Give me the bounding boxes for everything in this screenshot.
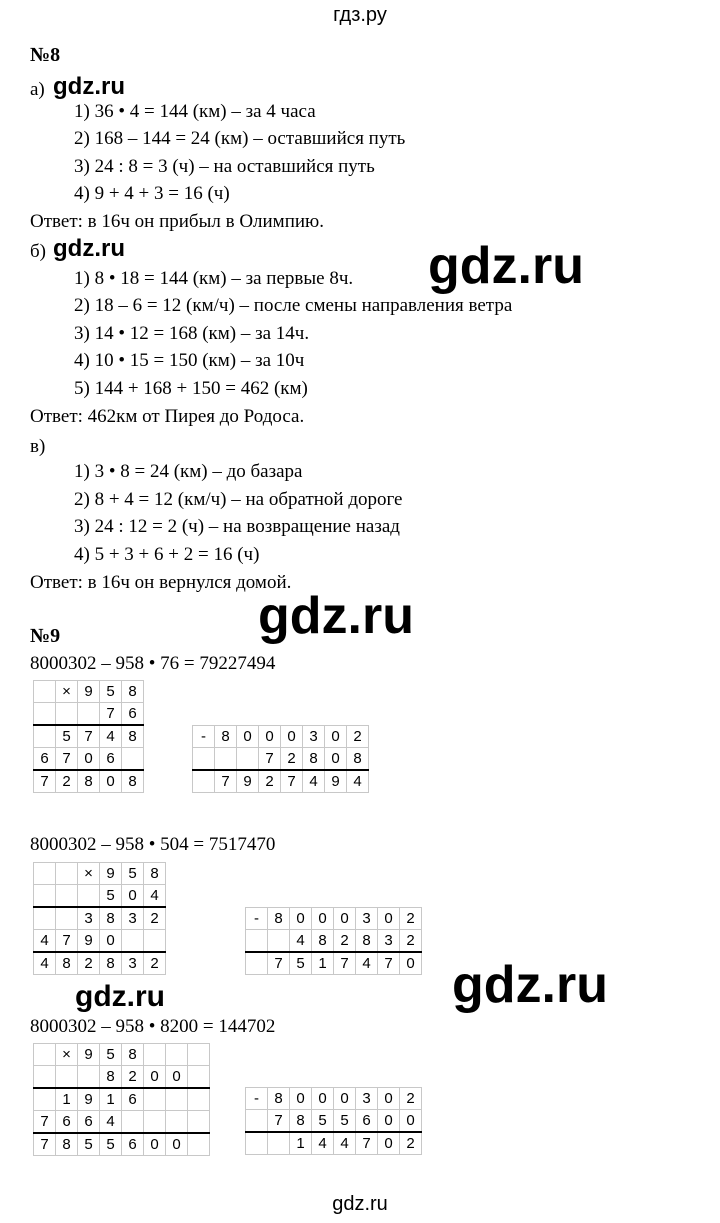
grid-cell: 4 <box>312 1132 334 1155</box>
part-a-label: а) <box>30 79 45 100</box>
grid-cell <box>237 748 259 771</box>
grid-cell <box>122 1111 144 1134</box>
grid-cell: 4 <box>303 770 325 793</box>
grid-cell: 2 <box>122 1066 144 1089</box>
multiplication-table-1 <box>33 680 144 793</box>
grid-cell: 8 <box>122 1044 144 1066</box>
grid-cell: 0 <box>290 1088 312 1110</box>
grid-cell: 2 <box>56 770 78 793</box>
grid-cell <box>166 1088 188 1111</box>
grid-cell: 8 <box>303 748 325 771</box>
grid-cell <box>34 863 56 885</box>
grid-cell: 0 <box>325 748 347 771</box>
grid-cell <box>188 1044 210 1066</box>
solution-line: 2) 18 – 6 = 12 (км/ч) – после смены направления ветра <box>74 295 513 316</box>
grid-cell: 4 <box>334 1132 356 1155</box>
task-8-title: №8 <box>30 44 61 66</box>
grid-cell: - <box>246 908 268 930</box>
subtraction-table-1 <box>192 725 369 793</box>
grid-cell: 8 <box>122 770 144 793</box>
grid-cell: 0 <box>334 908 356 930</box>
grid-cell: 0 <box>100 770 122 793</box>
grid-cell: 5 <box>312 1110 334 1133</box>
grid-cell: 2 <box>400 930 422 953</box>
grid-cell: 7 <box>356 1132 378 1155</box>
grid-cell: 3 <box>78 907 100 930</box>
grid-cell: 2 <box>144 952 166 975</box>
grid-cell: 0 <box>122 885 144 908</box>
grid-cell: 0 <box>166 1066 188 1089</box>
grid-cell <box>188 1088 210 1111</box>
solution-line: 4) 5 + 3 + 6 + 2 = 16 (ч) <box>74 544 260 565</box>
grid-cell: × <box>56 681 78 703</box>
grid-cell <box>56 907 78 930</box>
answer-line: Ответ: в 16ч он прибыл в Олимпию. <box>30 211 324 232</box>
solution-line: 3) 24 : 8 = 3 (ч) – на оставшийся путь <box>74 156 375 177</box>
grid-cell <box>188 1111 210 1134</box>
solution-line: 3) 14 • 12 = 168 (км) – за 14ч. <box>74 323 310 344</box>
grid-cell: 3 <box>378 930 400 953</box>
grid-cell: 8 <box>122 725 144 748</box>
grid-cell <box>188 1133 210 1156</box>
grid-cell <box>78 885 100 908</box>
solution-line: 4) 9 + 4 + 3 = 16 (ч) <box>74 183 230 204</box>
grid-cell: 7 <box>281 770 303 793</box>
grid-cell: 3 <box>356 1088 378 1110</box>
watermark: gdz.ru <box>75 980 165 1013</box>
grid-cell: 4 <box>356 952 378 975</box>
site-footer: gdz.ru <box>332 1193 388 1215</box>
solution-line: 5) 144 + 168 + 150 = 462 (км) <box>74 378 308 399</box>
subtraction-table-2 <box>245 907 422 975</box>
grid-cell: 8 <box>56 1133 78 1156</box>
grid-cell: 5 <box>100 681 122 703</box>
grid-cell: 8 <box>290 1110 312 1133</box>
grid-cell: 6 <box>122 1133 144 1156</box>
grid-cell: 8 <box>347 748 369 771</box>
grid-cell: 6 <box>56 1111 78 1134</box>
grid-cell: 4 <box>144 885 166 908</box>
grid-cell <box>166 1111 188 1134</box>
grid-cell: 2 <box>400 1132 422 1155</box>
solution-line: 1) 3 • 8 = 24 (км) – до базара <box>74 461 303 482</box>
grid-cell <box>122 748 144 771</box>
grid-cell: 5 <box>334 1110 356 1133</box>
grid-cell: 6 <box>100 748 122 771</box>
grid-cell: 8 <box>100 1066 122 1089</box>
grid-cell: 0 <box>325 726 347 748</box>
watermark: gdz.ru <box>53 73 125 100</box>
grid-cell: 9 <box>78 1044 100 1066</box>
grid-cell <box>144 1111 166 1134</box>
grid-cell <box>193 748 215 771</box>
grid-cell <box>34 1088 56 1111</box>
grid-cell: - <box>246 1088 268 1110</box>
grid-cell <box>122 930 144 953</box>
answer-line: Ответ: в 16ч он вернулся домой. <box>30 572 292 593</box>
grid-cell: 3 <box>122 952 144 975</box>
grid-cell: × <box>56 1044 78 1066</box>
grid-cell: 1 <box>312 952 334 975</box>
grid-cell: 9 <box>78 930 100 953</box>
grid-cell <box>56 1066 78 1089</box>
grid-cell: 7 <box>268 1110 290 1133</box>
grid-cell <box>215 748 237 771</box>
grid-cell: 4 <box>347 770 369 793</box>
grid-cell <box>56 703 78 726</box>
grid-cell: 0 <box>378 1088 400 1110</box>
solution-line: 1) 8 • 18 = 144 (км) – за первые 8ч. <box>74 268 354 289</box>
multiplication-table-3 <box>33 1043 210 1156</box>
subtraction-table-3 <box>245 1087 422 1155</box>
grid-cell: 9 <box>100 863 122 885</box>
grid-cell: 0 <box>378 1132 400 1155</box>
grid-cell: 7 <box>378 952 400 975</box>
answer-line: Ответ: 462км от Пирея до Родоса. <box>30 406 305 427</box>
grid-cell: 0 <box>312 1088 334 1110</box>
grid-cell: 0 <box>312 908 334 930</box>
grid-cell <box>144 930 166 953</box>
grid-cell: 6 <box>34 748 56 771</box>
grid-cell <box>268 1132 290 1155</box>
grid-cell: 8 <box>122 681 144 703</box>
grid-cell <box>78 1066 100 1089</box>
grid-cell: 7 <box>56 930 78 953</box>
grid-cell: 2 <box>347 726 369 748</box>
multiplication-table-2 <box>33 862 166 975</box>
grid-cell: 4 <box>290 930 312 953</box>
grid-cell: 0 <box>100 930 122 953</box>
grid-cell: 8 <box>100 907 122 930</box>
grid-cell: 0 <box>290 908 312 930</box>
part-c-label: в) <box>30 436 46 457</box>
solution-line: 2) 8 + 4 = 12 (км/ч) – на обратной дороге <box>74 489 403 510</box>
grid-cell: 9 <box>237 770 259 793</box>
solution-line: 3) 24 : 12 = 2 (ч) – на возвращение назад <box>74 516 400 537</box>
grid-cell: 0 <box>400 1110 422 1133</box>
watermark: gdz.ru <box>452 956 608 1014</box>
site-header: гдз.ру <box>333 4 387 26</box>
grid-cell: 0 <box>400 952 422 975</box>
grid-cell: 9 <box>78 1088 100 1111</box>
equation-2: 8000302 – 958 • 504 = 7517470 <box>30 834 276 855</box>
grid-cell: 1 <box>100 1088 122 1111</box>
grid-cell: 6 <box>122 1088 144 1111</box>
grid-cell: 2 <box>281 748 303 771</box>
grid-cell: 7 <box>34 1133 56 1156</box>
grid-cell: 2 <box>78 952 100 975</box>
grid-cell <box>246 952 268 975</box>
grid-cell <box>34 885 56 908</box>
watermark: gdz.ru <box>53 235 125 262</box>
grid-cell: 0 <box>334 1088 356 1110</box>
grid-cell: 0 <box>378 908 400 930</box>
grid-cell <box>268 930 290 953</box>
grid-cell: 9 <box>78 681 100 703</box>
grid-cell <box>34 1066 56 1089</box>
solution-line: 1) 36 • 4 = 144 (км) – за 4 часа <box>74 101 316 122</box>
grid-cell: 7 <box>34 1111 56 1134</box>
solution-line: 2) 168 – 144 = 24 (км) – оставшийся путь <box>74 128 406 149</box>
part-b-label: б) <box>30 241 46 262</box>
grid-cell: 8 <box>268 1088 290 1110</box>
grid-cell: 0 <box>259 726 281 748</box>
grid-cell: 8 <box>100 952 122 975</box>
grid-cell <box>193 770 215 793</box>
grid-cell <box>34 907 56 930</box>
grid-cell: 8 <box>268 908 290 930</box>
grid-cell: 6 <box>122 703 144 726</box>
grid-cell: 4 <box>100 1111 122 1134</box>
grid-cell <box>34 725 56 748</box>
grid-cell: 7 <box>78 725 100 748</box>
grid-cell <box>144 1044 166 1066</box>
grid-cell: 5 <box>100 1133 122 1156</box>
grid-cell: 8 <box>56 952 78 975</box>
solution-line: 4) 10 • 15 = 150 (км) – за 10ч <box>74 350 305 371</box>
grid-cell: 8 <box>78 770 100 793</box>
grid-cell: 6 <box>78 1111 100 1134</box>
grid-cell: 8 <box>312 930 334 953</box>
grid-cell: 7 <box>259 748 281 771</box>
grid-cell <box>34 703 56 726</box>
grid-cell: 2 <box>400 1088 422 1110</box>
grid-cell: 4 <box>34 952 56 975</box>
grid-cell: 9 <box>325 770 347 793</box>
grid-cell: 1 <box>56 1088 78 1111</box>
grid-cell: 4 <box>100 725 122 748</box>
grid-cell: 7 <box>334 952 356 975</box>
grid-cell: 5 <box>100 885 122 908</box>
grid-cell: 3 <box>122 907 144 930</box>
watermark: gdz.ru <box>428 237 584 295</box>
grid-cell <box>166 1044 188 1066</box>
equation-3: 8000302 – 958 • 8200 = 144702 <box>30 1016 276 1037</box>
grid-cell <box>188 1066 210 1089</box>
grid-cell <box>34 1044 56 1066</box>
grid-cell: 0 <box>237 726 259 748</box>
grid-cell <box>246 1110 268 1133</box>
grid-cell <box>144 1088 166 1111</box>
grid-cell: 8 <box>215 726 237 748</box>
watermark: gdz.ru <box>258 587 414 645</box>
grid-cell: 0 <box>166 1133 188 1156</box>
grid-cell: 5 <box>122 863 144 885</box>
grid-cell: 0 <box>144 1066 166 1089</box>
grid-cell <box>246 930 268 953</box>
grid-cell <box>34 681 56 703</box>
grid-cell: 5 <box>78 1133 100 1156</box>
grid-cell: 7 <box>268 952 290 975</box>
grid-cell <box>56 885 78 908</box>
grid-cell: 2 <box>259 770 281 793</box>
grid-cell: 0 <box>281 726 303 748</box>
grid-cell <box>246 1132 268 1155</box>
grid-cell: 6 <box>356 1110 378 1133</box>
grid-cell: 7 <box>215 770 237 793</box>
grid-cell: 7 <box>34 770 56 793</box>
grid-cell: 3 <box>356 908 378 930</box>
grid-cell: × <box>78 863 100 885</box>
grid-cell: 0 <box>144 1133 166 1156</box>
grid-cell: 5 <box>56 725 78 748</box>
grid-cell: - <box>193 726 215 748</box>
grid-cell: 7 <box>100 703 122 726</box>
grid-cell: 2 <box>144 907 166 930</box>
grid-cell: 1 <box>290 1132 312 1155</box>
grid-cell: 8 <box>144 863 166 885</box>
grid-cell: 8 <box>356 930 378 953</box>
grid-cell: 7 <box>56 748 78 771</box>
grid-cell: 2 <box>334 930 356 953</box>
grid-cell: 0 <box>378 1110 400 1133</box>
grid-cell: 5 <box>290 952 312 975</box>
grid-cell: 2 <box>400 908 422 930</box>
grid-cell: 5 <box>100 1044 122 1066</box>
task-9-title: №9 <box>30 625 61 647</box>
grid-cell <box>78 703 100 726</box>
grid-cell: 0 <box>78 748 100 771</box>
grid-cell <box>56 863 78 885</box>
grid-cell: 3 <box>303 726 325 748</box>
equation-1: 8000302 – 958 • 76 = 79227494 <box>30 653 276 674</box>
grid-cell: 4 <box>34 930 56 953</box>
